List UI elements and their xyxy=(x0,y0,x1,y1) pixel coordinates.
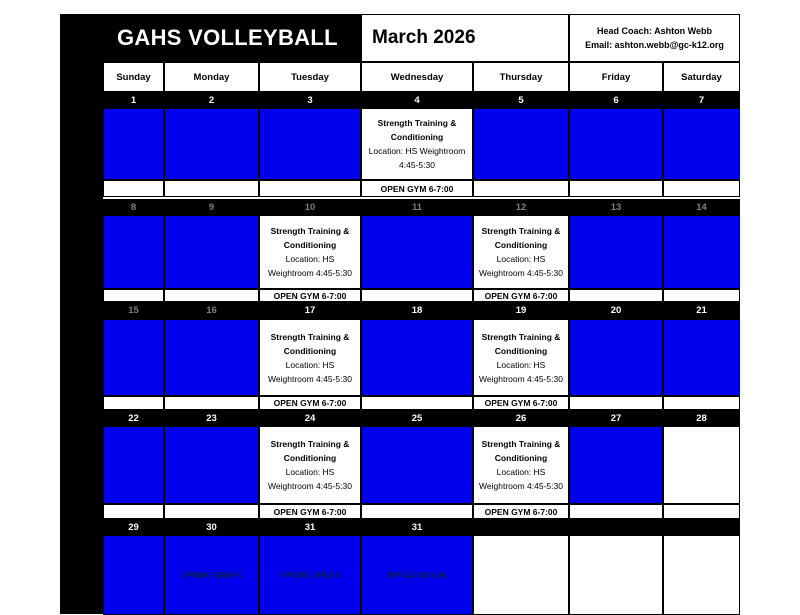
event-title: Strength Training & Conditioning xyxy=(481,226,561,250)
date-number-label: 1 xyxy=(130,94,137,106)
day-header-monday xyxy=(164,62,259,92)
date-number-label: 14 xyxy=(696,201,707,213)
day-header-label: Wednesday xyxy=(390,71,444,83)
event-cell[interactable] xyxy=(259,215,361,289)
day-cell[interactable] xyxy=(663,108,740,180)
day-header-label: Tuesday xyxy=(291,71,329,83)
day-cell[interactable] xyxy=(164,215,259,289)
event-cell[interactable] xyxy=(473,319,569,396)
date-number xyxy=(569,410,663,426)
day-header-label: Monday xyxy=(193,71,230,83)
date-number xyxy=(259,199,361,215)
date-number-label: 2 xyxy=(208,94,215,106)
date-number xyxy=(473,199,569,215)
gym-row-empty xyxy=(569,289,663,302)
date-number-label: 15 xyxy=(128,305,139,316)
day-cell[interactable] xyxy=(473,108,569,180)
day-cell[interactable] xyxy=(569,319,663,396)
event-cell[interactable] xyxy=(259,319,361,396)
date-number-label: 24 xyxy=(304,412,316,424)
day-cell[interactable] xyxy=(569,215,663,289)
date-number-label: 30 xyxy=(206,521,217,533)
day-cell[interactable] xyxy=(164,319,259,396)
date-number-label: 7 xyxy=(698,94,705,106)
event-cell[interactable] xyxy=(361,108,473,180)
event-location: Location: HS Weightroom 4:45-5:30 xyxy=(479,359,563,384)
event-cell[interactable] xyxy=(473,426,569,504)
day-cell[interactable] xyxy=(569,108,663,180)
date-number xyxy=(164,410,259,426)
event-title: Strength Training & Conditioning xyxy=(270,226,350,250)
event-title: Strength Training & Conditioning xyxy=(481,331,561,356)
date-number xyxy=(569,302,663,319)
date-number xyxy=(361,410,473,426)
date-number-label: 29 xyxy=(128,521,139,533)
date-number-label: 19 xyxy=(515,305,527,316)
date-number xyxy=(663,199,740,215)
event-location: Location: HS Weightroom 4:45-5:30 xyxy=(479,467,563,491)
date-number xyxy=(473,410,569,426)
gym-row-empty xyxy=(103,289,164,302)
event-title: Strength Training & Conditioning xyxy=(270,331,350,356)
date-number xyxy=(663,410,740,426)
date-number-label: 27 xyxy=(610,412,622,424)
day-cell[interactable] xyxy=(164,108,259,180)
day-cell[interactable] xyxy=(103,535,164,615)
open-gym-label: OPEN GYM 6-7:00 xyxy=(484,290,558,301)
date-number xyxy=(361,519,473,535)
date-number xyxy=(103,519,164,535)
date-number xyxy=(663,92,740,108)
day-header-label: Sunday xyxy=(116,71,151,83)
calendar-month: March 2026 xyxy=(361,14,569,62)
day-cell[interactable] xyxy=(164,426,259,504)
event-location: Location: HS Weightroom 4:45-5:30 xyxy=(368,146,466,170)
date-number-label: 16 xyxy=(206,305,217,316)
gym-row-empty xyxy=(569,504,663,519)
day-header-thursday xyxy=(473,62,569,92)
date-number xyxy=(259,302,361,319)
gym-row-empty xyxy=(361,396,473,410)
date-number xyxy=(103,302,164,319)
open-gym-row xyxy=(259,504,361,519)
date-number xyxy=(259,92,361,108)
open-gym-label: OPEN GYM 6-7:00 xyxy=(484,398,558,408)
date-number xyxy=(103,410,164,426)
day-header-friday xyxy=(569,62,663,92)
date-number-label: 9 xyxy=(208,201,215,213)
gym-row-empty xyxy=(103,180,164,197)
day-cell[interactable] xyxy=(103,426,164,504)
day-cell[interactable] xyxy=(569,535,663,615)
spring-break-label: SPRING BREAK xyxy=(279,570,341,580)
date-number-label: 6 xyxy=(613,94,619,106)
day-cell[interactable] xyxy=(103,215,164,289)
date-number-label: 21 xyxy=(696,305,707,316)
date-number-label: 28 xyxy=(696,412,707,424)
date-number xyxy=(164,92,259,108)
date-number xyxy=(473,92,569,108)
gym-row-empty xyxy=(663,396,740,410)
date-number-label: 25 xyxy=(411,412,423,424)
day-header-saturday xyxy=(663,62,740,92)
date-number xyxy=(164,302,259,319)
coach-email: Email: ashton.webb@gc-k12.org xyxy=(585,40,724,50)
day-cell[interactable] xyxy=(103,108,164,180)
date-number-label: 22 xyxy=(128,412,139,424)
gym-row-empty xyxy=(473,180,569,197)
open-gym-row xyxy=(259,396,361,410)
date-number xyxy=(164,199,259,215)
day-cell[interactable] xyxy=(361,319,473,396)
spring-break-label: SPRING BREAK xyxy=(180,570,243,580)
day-header-label: Thursday xyxy=(499,71,543,83)
date-number xyxy=(164,519,259,535)
date-number-label: 17 xyxy=(304,305,316,316)
gym-row-empty xyxy=(663,504,740,519)
gym-row-empty xyxy=(103,504,164,519)
date-number-label: 20 xyxy=(610,305,622,316)
date-number-label: 4 xyxy=(414,94,420,106)
event-location: Location: HS Weightroom 4:45-5:30 xyxy=(268,467,352,491)
date-number xyxy=(103,92,164,108)
calendar-title: GAHS VOLLEYBALL xyxy=(103,14,361,62)
date-number xyxy=(361,199,473,215)
open-gym-row xyxy=(473,396,569,410)
day-header-tuesday xyxy=(259,62,361,92)
day-cell[interactable] xyxy=(361,426,473,504)
open-gym-label: OPEN GYM 6-7:00 xyxy=(380,183,454,194)
open-gym-row xyxy=(259,289,361,302)
date-number-label: 26 xyxy=(515,412,527,424)
gym-row-empty xyxy=(569,180,663,197)
date-number xyxy=(569,519,663,535)
day-header-label: Saturday xyxy=(681,71,722,83)
date-number-label: 8 xyxy=(130,201,137,213)
spring-break-cell[interactable] xyxy=(361,535,473,615)
event-location: Location: HS Weightroom 4:45-5:30 xyxy=(479,254,563,278)
gym-row-empty xyxy=(361,504,473,519)
date-number-label: 18 xyxy=(411,305,423,316)
gym-row-empty xyxy=(164,504,259,519)
open-gym-label: OPEN GYM 6-7:00 xyxy=(273,506,347,517)
day-cell[interactable] xyxy=(473,535,569,615)
date-number-label: 13 xyxy=(610,201,622,213)
spring-break-cell[interactable] xyxy=(259,535,361,615)
open-gym-label: OPEN GYM 6-7:00 xyxy=(484,506,558,517)
day-header-label: Friday xyxy=(601,71,631,83)
day-cell[interactable] xyxy=(259,108,361,180)
day-cell[interactable] xyxy=(663,535,740,615)
gym-row-empty xyxy=(164,289,259,302)
open-gym-row xyxy=(473,504,569,519)
date-number xyxy=(473,519,569,535)
event-cell[interactable] xyxy=(473,215,569,289)
date-number xyxy=(259,519,361,535)
date-number xyxy=(103,199,164,215)
date-number xyxy=(663,302,740,319)
spring-break-label: SPRING BREAK xyxy=(386,570,448,580)
date-number-label: 5 xyxy=(518,94,524,106)
event-location: Location: HS Weightroom 4:45-5:30 xyxy=(268,254,352,278)
event-title: Strength Training & Conditioning xyxy=(377,118,457,142)
date-number xyxy=(473,302,569,319)
date-number-label: 12 xyxy=(515,201,527,213)
date-number-label: 10 xyxy=(304,201,316,213)
day-header-wednesday xyxy=(361,62,473,92)
date-number-label: 23 xyxy=(206,412,217,424)
date-number xyxy=(663,519,740,535)
gym-row-empty xyxy=(164,180,259,197)
event-title: Strength Training & Conditioning xyxy=(481,439,561,463)
gym-row-empty xyxy=(164,396,259,410)
day-cell[interactable] xyxy=(361,215,473,289)
date-number xyxy=(569,92,663,108)
event-location: Location: HS Weightroom 4:45-5:30 xyxy=(268,359,352,384)
day-cell[interactable] xyxy=(663,426,740,504)
day-cell[interactable] xyxy=(569,426,663,504)
date-number-label: 31 xyxy=(304,521,316,533)
gym-row-empty xyxy=(569,396,663,410)
day-cell[interactable] xyxy=(103,319,164,396)
open-gym-row xyxy=(361,180,473,197)
date-number-label: 3 xyxy=(307,94,313,106)
date-number xyxy=(361,302,473,319)
gym-row-empty xyxy=(663,289,740,302)
gym-row-empty xyxy=(361,289,473,302)
open-gym-label: OPEN GYM 6-7:00 xyxy=(273,398,347,408)
date-number xyxy=(259,410,361,426)
date-number-label: 31 xyxy=(411,521,423,533)
gym-row-empty xyxy=(103,396,164,410)
day-cell[interactable] xyxy=(663,319,740,396)
open-gym-label: OPEN GYM 6-7:00 xyxy=(273,290,347,301)
gym-row-empty xyxy=(259,180,361,197)
date-number xyxy=(361,92,473,108)
day-header-sunday xyxy=(103,62,164,92)
spring-break-cell[interactable] xyxy=(164,535,259,615)
day-cell[interactable] xyxy=(663,215,740,289)
coach-name: Head Coach: Ashton Webb xyxy=(596,26,712,36)
date-number-label: 11 xyxy=(411,201,423,213)
open-gym-row xyxy=(473,289,569,302)
date-number xyxy=(569,199,663,215)
coach-info xyxy=(569,14,740,62)
left-sidebar xyxy=(60,14,103,614)
event-title: Strength Training & Conditioning xyxy=(270,439,350,463)
gym-row-empty xyxy=(663,180,740,197)
event-cell[interactable] xyxy=(259,426,361,504)
